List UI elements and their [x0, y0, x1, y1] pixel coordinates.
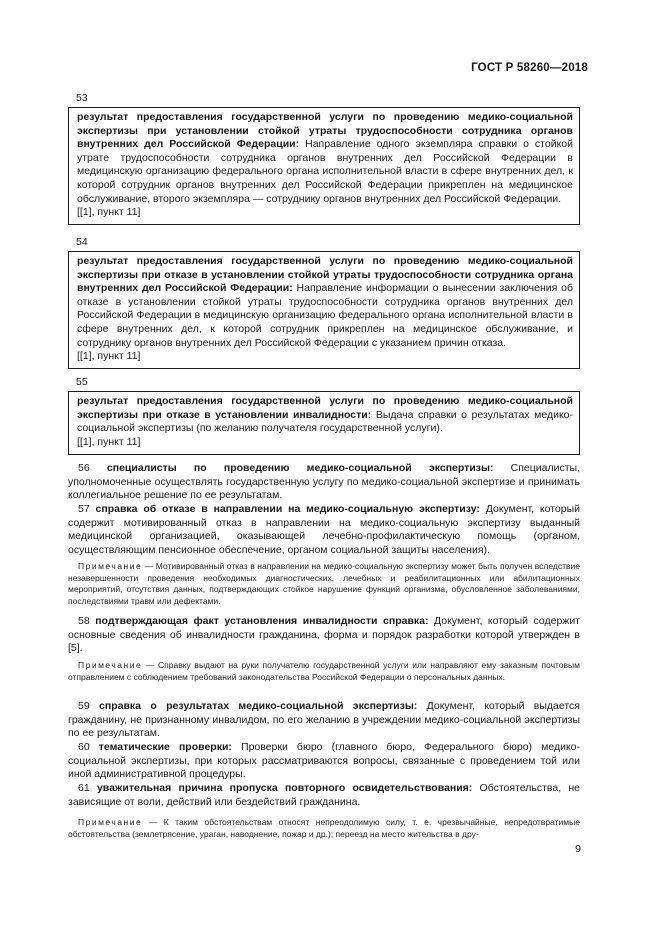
note-label: Примечание	[78, 817, 143, 827]
term-number: 58	[78, 615, 90, 627]
note-text: — Мотивированный отказ в направлении на медико-социальную экспертизу может быть получен вследствие незавершенности проведения необходимых диагностических, лечебных и реабилитационных или абилитационных мероприятий, отсутствия данных, подтверждающих стойкое нарушение функций организма, обусловленное заболеваниями, последствиями травм или дефектами.	[68, 561, 580, 606]
term-56	[68, 462, 580, 503]
term-59	[68, 700, 580, 741]
term-definition: Специалисты, уполномоченные осуществлять государственную услугу по медико-социальной экспертизе и принимать коллегиальное решение по ее результатам.	[68, 462, 580, 502]
term-57	[68, 503, 580, 557]
term-60	[68, 741, 580, 782]
term-number: 56	[78, 462, 90, 474]
term-number: 53	[76, 92, 88, 104]
note-label: Примечание	[78, 561, 143, 571]
term-definition: Проверки бюро (главного бюро, Федерального бюро) медико-социальной экспертизы, при которых рассматриваются вопросы, связанные с проведением той или иной административной процедуры.	[68, 741, 580, 781]
term-entry	[77, 111, 573, 206]
term-number: 55	[76, 376, 88, 388]
term-definition: Документ, который содержит мотивированный отказ в направлении на медико-социальную экспертизу выданный медицинской организацией, оказывающей лечебно-профилактическую помощь (органом, осуществляющим пенсионное обеспечение, органом социальной защиты населения).	[68, 503, 581, 556]
term-number: 59	[78, 700, 90, 712]
note-text: — Справку выдают на руки получателю государственной услуги или направляют ему заказным почтовым отправлением с соблюдением требований законодательства Российской Федерации о персональных данных.	[68, 660, 580, 682]
term-title: справка о результатах медико-социальной экспертизы:	[99, 700, 418, 712]
term-title: результат предоставления государственной услуги по проведению медико-социальной экспертизы при отказе в установлении инвалидности:	[77, 395, 573, 421]
term-reference: [[1], пункт 11]	[77, 435, 141, 448]
term-box-53	[68, 107, 580, 225]
note-57	[68, 561, 580, 607]
term-reference: [[1], пункт 11]	[77, 350, 141, 363]
term-title: уважительная причина пропуска повторного освидетельствования:	[96, 782, 473, 794]
term-definition: Документ, который выдается гражданину, не признанному инвалидом, по его желанию в учреждении медико-социальной экспертизы по ее результатам.	[68, 700, 580, 740]
term-number: 60	[78, 741, 90, 753]
term-definition: Документ, который содержит основные сведения об инвалидности гражданина, форма и порядок разработки которой утвержден в [5].	[68, 615, 580, 655]
term-entry	[77, 395, 573, 436]
term-box-55	[68, 391, 580, 455]
term-number: 61	[78, 782, 90, 794]
term-title: подтверждающая факт установления инвалидности справка:	[95, 615, 429, 627]
term-definition: Направление информации о вынесении заключения об отказе в установлении стойкой утраты трудоспособности сотрудника органов внутренних дел Российской Федерации в медицинскую организацию федерального органа исполнительной власти в сфере внутренних дел, к которой сотрудник прикреплен на медицинское обслуживание, и сотруднику органов внутренних дел Российской Федерации с указанием причин отказа.	[77, 282, 574, 349]
note-text: — К таким обстоятельствам относят непреодолимую силу, т. е. чрезвычайные, непредотвратимые обстоятельства (землетрясение, ураган, наводнение, пожар и др.); переезд на место жительства в дру-	[68, 817, 580, 839]
note-61	[68, 817, 580, 840]
term-title: результат предоставления государственной услуги по проведению медико-социальной экспертизы при установлении стойкой утраты трудоспособности сотрудника органов внутренних дел Российской Федерации:	[77, 111, 573, 151]
document-header: ГОСТ Р 58260—2018	[471, 62, 588, 74]
note-58	[68, 660, 580, 683]
term-title: специалисты по проведению медико-социальной экспертизы:	[106, 462, 494, 474]
term-61	[68, 782, 580, 809]
term-reference: [[1], пункт 11]	[77, 206, 141, 219]
term-entry	[77, 255, 573, 350]
term-definition: Выдача справки о результатах медико-социальной экспертизы (по желанию получателя государственной услуги).	[77, 408, 573, 435]
term-58	[68, 615, 580, 656]
term-definition: Направление одного экземпляра справки о стойкой утрате трудоспособности сотрудника органов внутренних дел Российской Федерации в медицинскую организацию федерального органа исполнительной власти в сфере внутренних дел, к которой сотрудник органов внутренних дел Российской Федерации прикреплен на медицинское обслуживание, второго экземпляра — сотруднику органов внутренних дел Российской Федерации.	[77, 138, 573, 205]
note-label: Примечание	[78, 660, 143, 670]
term-number: 54	[76, 236, 88, 248]
term-definition: Обстоятельства, не зависящие от воли, действий или бездействий гражданина.	[68, 782, 581, 808]
page-number: 9	[575, 843, 581, 855]
term-title: тематические проверки:	[98, 741, 232, 753]
term-title: результат предоставления государственной услуги по проведению медико-социальной экспертизы при отказе в установлении стойкой утраты трудоспособности сотрудника органа внутренних дел Российской Федерации:	[77, 255, 573, 295]
term-number: 57	[78, 503, 90, 515]
term-title: справка об отказе в направлении на медико-социальную экспертизу:	[95, 503, 480, 515]
term-box-54	[68, 251, 580, 369]
